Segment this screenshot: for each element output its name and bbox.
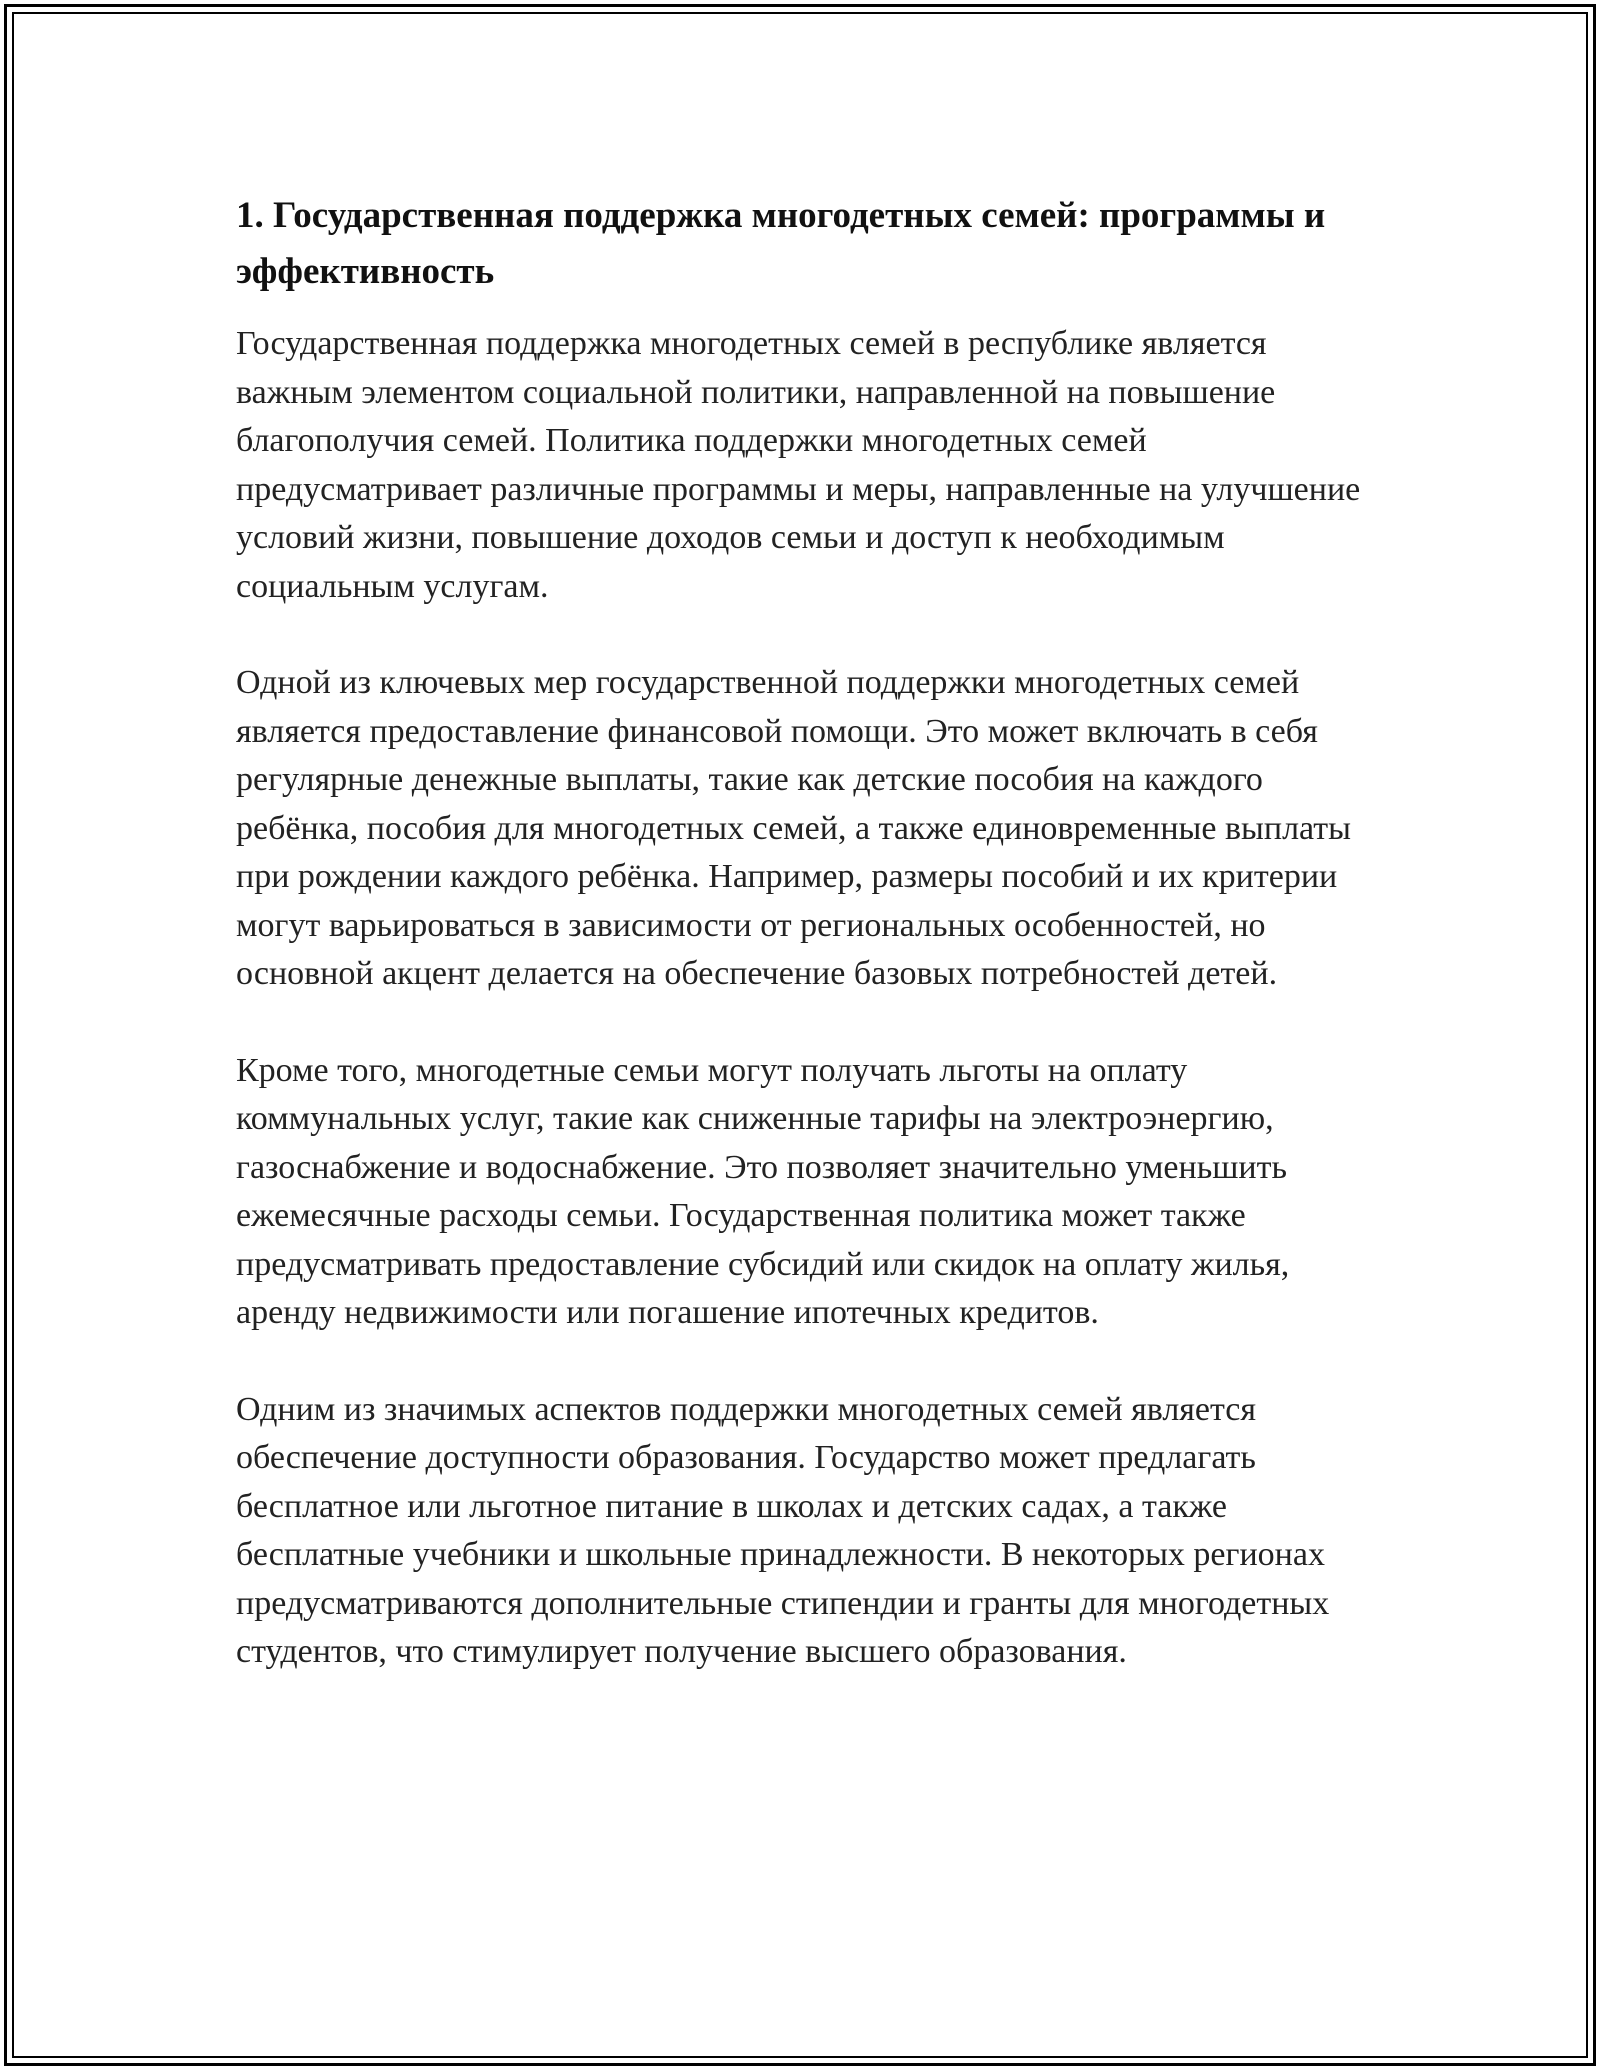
paragraph-utility-benefits: Кроме того, многодетные семьи могут получать льготы на оплату коммунальных услуг, такие как сниженные тарифы на электроэнергию, газоснабжение и водоснабжение. Это позволяет значительно уменьшить ежемесячные расходы семьи. Государственная политика может также предусматривать предоставление субсидий или скидок на оплату жилья, аренду недвижимости или погашение ипотечных кредитов. <box>236 1051 1290 1331</box>
paragraph-education-access: Одним из значимых аспектов поддержки многодетных семей является обеспечение доступности образования. Государство может предлагать бесплатное или льготное питание в школах и детских садах, а также бесплатные учебники и школьные принадлежности. В некоторых регионах предусматриваются дополнительные стипендии и гранты для многодетных студентов, что стимулирует получение высшего образования. <box>236 1390 1330 1670</box>
document-body <box>236 188 1386 1677</box>
paragraph-intro: Государственная поддержка многодетных семей в республике является важным элементом социальной политики, направленной на повышение благополучия семей. Политика поддержки многодетных семей предусматривает различные программы и меры, направленные на улучшение условий жизни, повышение доходов семьи и доступ к необходимым социальным услугам. <box>236 325 1361 605</box>
section-heading: 1. Государственная поддержка многодетных семей: программы и эффективность <box>236 195 1326 292</box>
paragraph-financial-aid: Одной из ключевых мер государственной поддержки многодетных семей является предоставление финансовой помощи. Это может включать в себя регулярные денежные выплаты, такие как детские пособия на каждого ребёнка, пособия для многодетных семей, а также единовременные выплаты при рождении каждого ребёнка. Например, размеры пособий и их критерии могут варьироваться в зависимости от региональных особенностей, но основной акцент делается на обеспечение базовых потребностей детей. <box>236 664 1351 992</box>
